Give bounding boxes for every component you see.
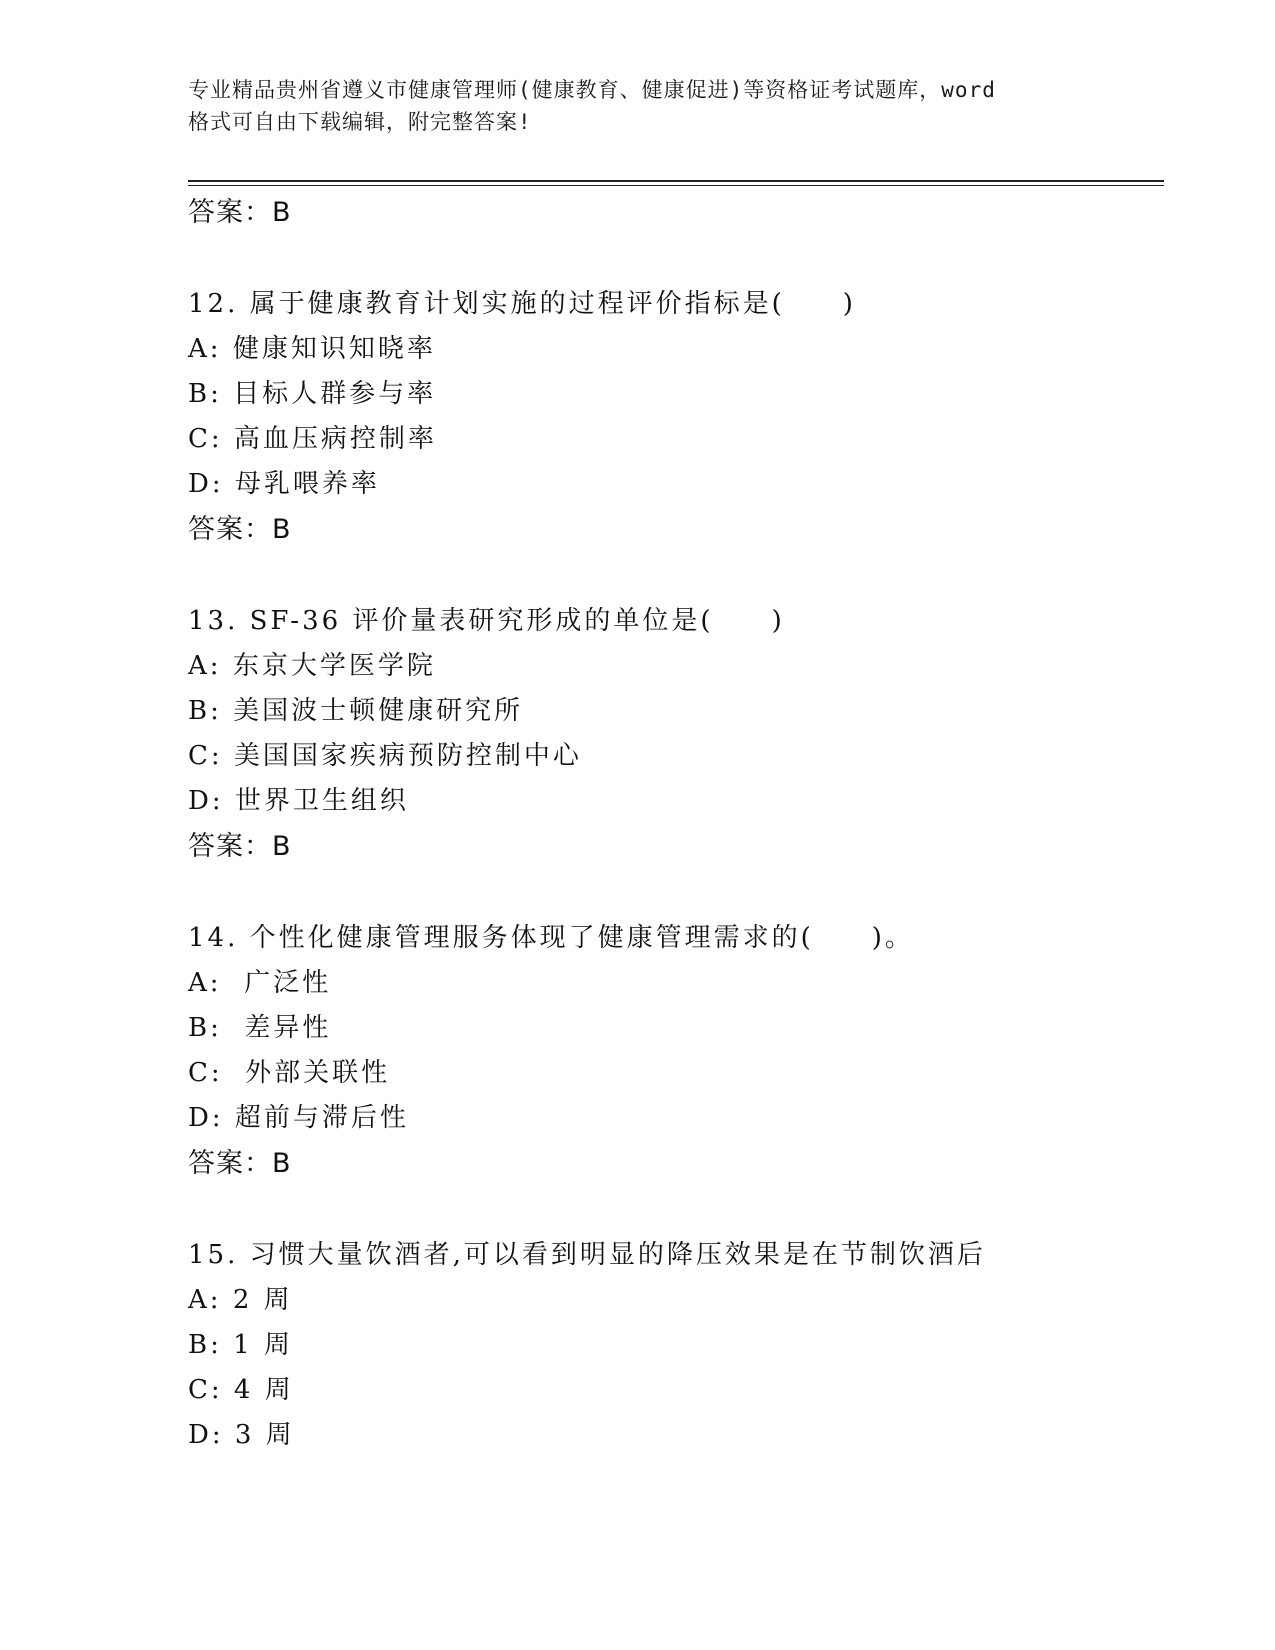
question-stem: 13. SF-36 评价量表研究形成的单位是( ) [188, 606, 785, 636]
option-c [188, 1368, 1168, 1413]
option-text: 母乳喂养率 [234, 469, 380, 499]
option-text: 高血压病控制率 [233, 424, 437, 454]
option-text: 超前与滞后性 [234, 1103, 409, 1133]
option-text: 目标人群参与率 [233, 379, 437, 409]
question-block [188, 281, 1168, 553]
header-divider [188, 180, 1164, 182]
option-d [188, 1413, 1168, 1458]
option-a [188, 1278, 1168, 1323]
option-label: D: [188, 1103, 224, 1133]
document-header [188, 74, 1088, 138]
option-c [188, 1051, 1168, 1096]
answer-line: 答案：B [188, 1148, 292, 1179]
header-line-1: 专业精品贵州省遵义市健康管理师(健康教育、健康促进)等资格证考试题库，word [188, 78, 996, 102]
question-block [188, 1232, 1168, 1458]
option-label: A: [188, 651, 222, 681]
option-label: B: [188, 1013, 222, 1043]
option-a [188, 644, 1168, 689]
option-text: 3 周 [234, 1420, 295, 1450]
header-divider-thin [188, 185, 1164, 186]
option-label: B: [188, 379, 222, 409]
answer-line: 答案：B [188, 831, 292, 862]
option-text: 东京大学医学院 [232, 651, 436, 681]
option-text: 美国国家疾病预防控制中心 [233, 741, 582, 771]
option-text: 美国波士顿健康研究所 [233, 696, 524, 726]
question-stem: 15. 习惯大量饮酒者,可以看到明显的降压效果是在节制饮酒后 [188, 1240, 986, 1270]
option-b [188, 1323, 1168, 1368]
option-label: A: [188, 968, 222, 998]
option-text: 4 周 [233, 1375, 294, 1405]
question-block [188, 598, 1168, 870]
option-label: B: [188, 1330, 222, 1360]
option-c [188, 417, 1168, 462]
option-text: 1 周 [233, 1330, 293, 1360]
option-b [188, 372, 1168, 417]
option-label: A: [188, 1285, 222, 1315]
option-text: 世界卫生组织 [234, 786, 409, 816]
option-label: A: [188, 334, 222, 364]
option-label: B: [188, 696, 222, 726]
option-text: 2 周 [232, 1285, 293, 1315]
option-label: D: [188, 469, 224, 499]
option-text: 广泛性 [232, 968, 332, 998]
option-label: D: [188, 1420, 224, 1450]
question-stem: 14. 个性化健康管理服务体现了健康管理需求的( )。 [188, 923, 914, 953]
option-c [188, 734, 1168, 779]
option-label: C: [188, 424, 223, 454]
option-text: 外部关联性 [233, 1058, 391, 1088]
option-label: C: [188, 741, 223, 771]
option-label: C: [188, 1058, 223, 1088]
question-list [188, 190, 1168, 1458]
option-d [188, 462, 1168, 507]
question-stem: 12. 属于健康教育计划实施的过程评价指标是( ) [188, 289, 856, 319]
option-label: D: [188, 786, 224, 816]
option-a [188, 961, 1168, 1006]
option-d [188, 1096, 1168, 1141]
answer-line: 答案：B [188, 514, 292, 545]
option-a [188, 327, 1168, 372]
option-b [188, 689, 1168, 734]
header-line-2: 格式可自由下载编辑，附完整答案! [188, 110, 532, 134]
option-text: 差异性 [233, 1013, 332, 1043]
option-b [188, 1006, 1168, 1051]
answer-line: 答案：B [188, 197, 292, 228]
option-text: 健康知识知晓率 [232, 334, 436, 364]
option-d [188, 779, 1168, 824]
option-label: C: [188, 1375, 223, 1405]
question-block [188, 915, 1168, 1187]
